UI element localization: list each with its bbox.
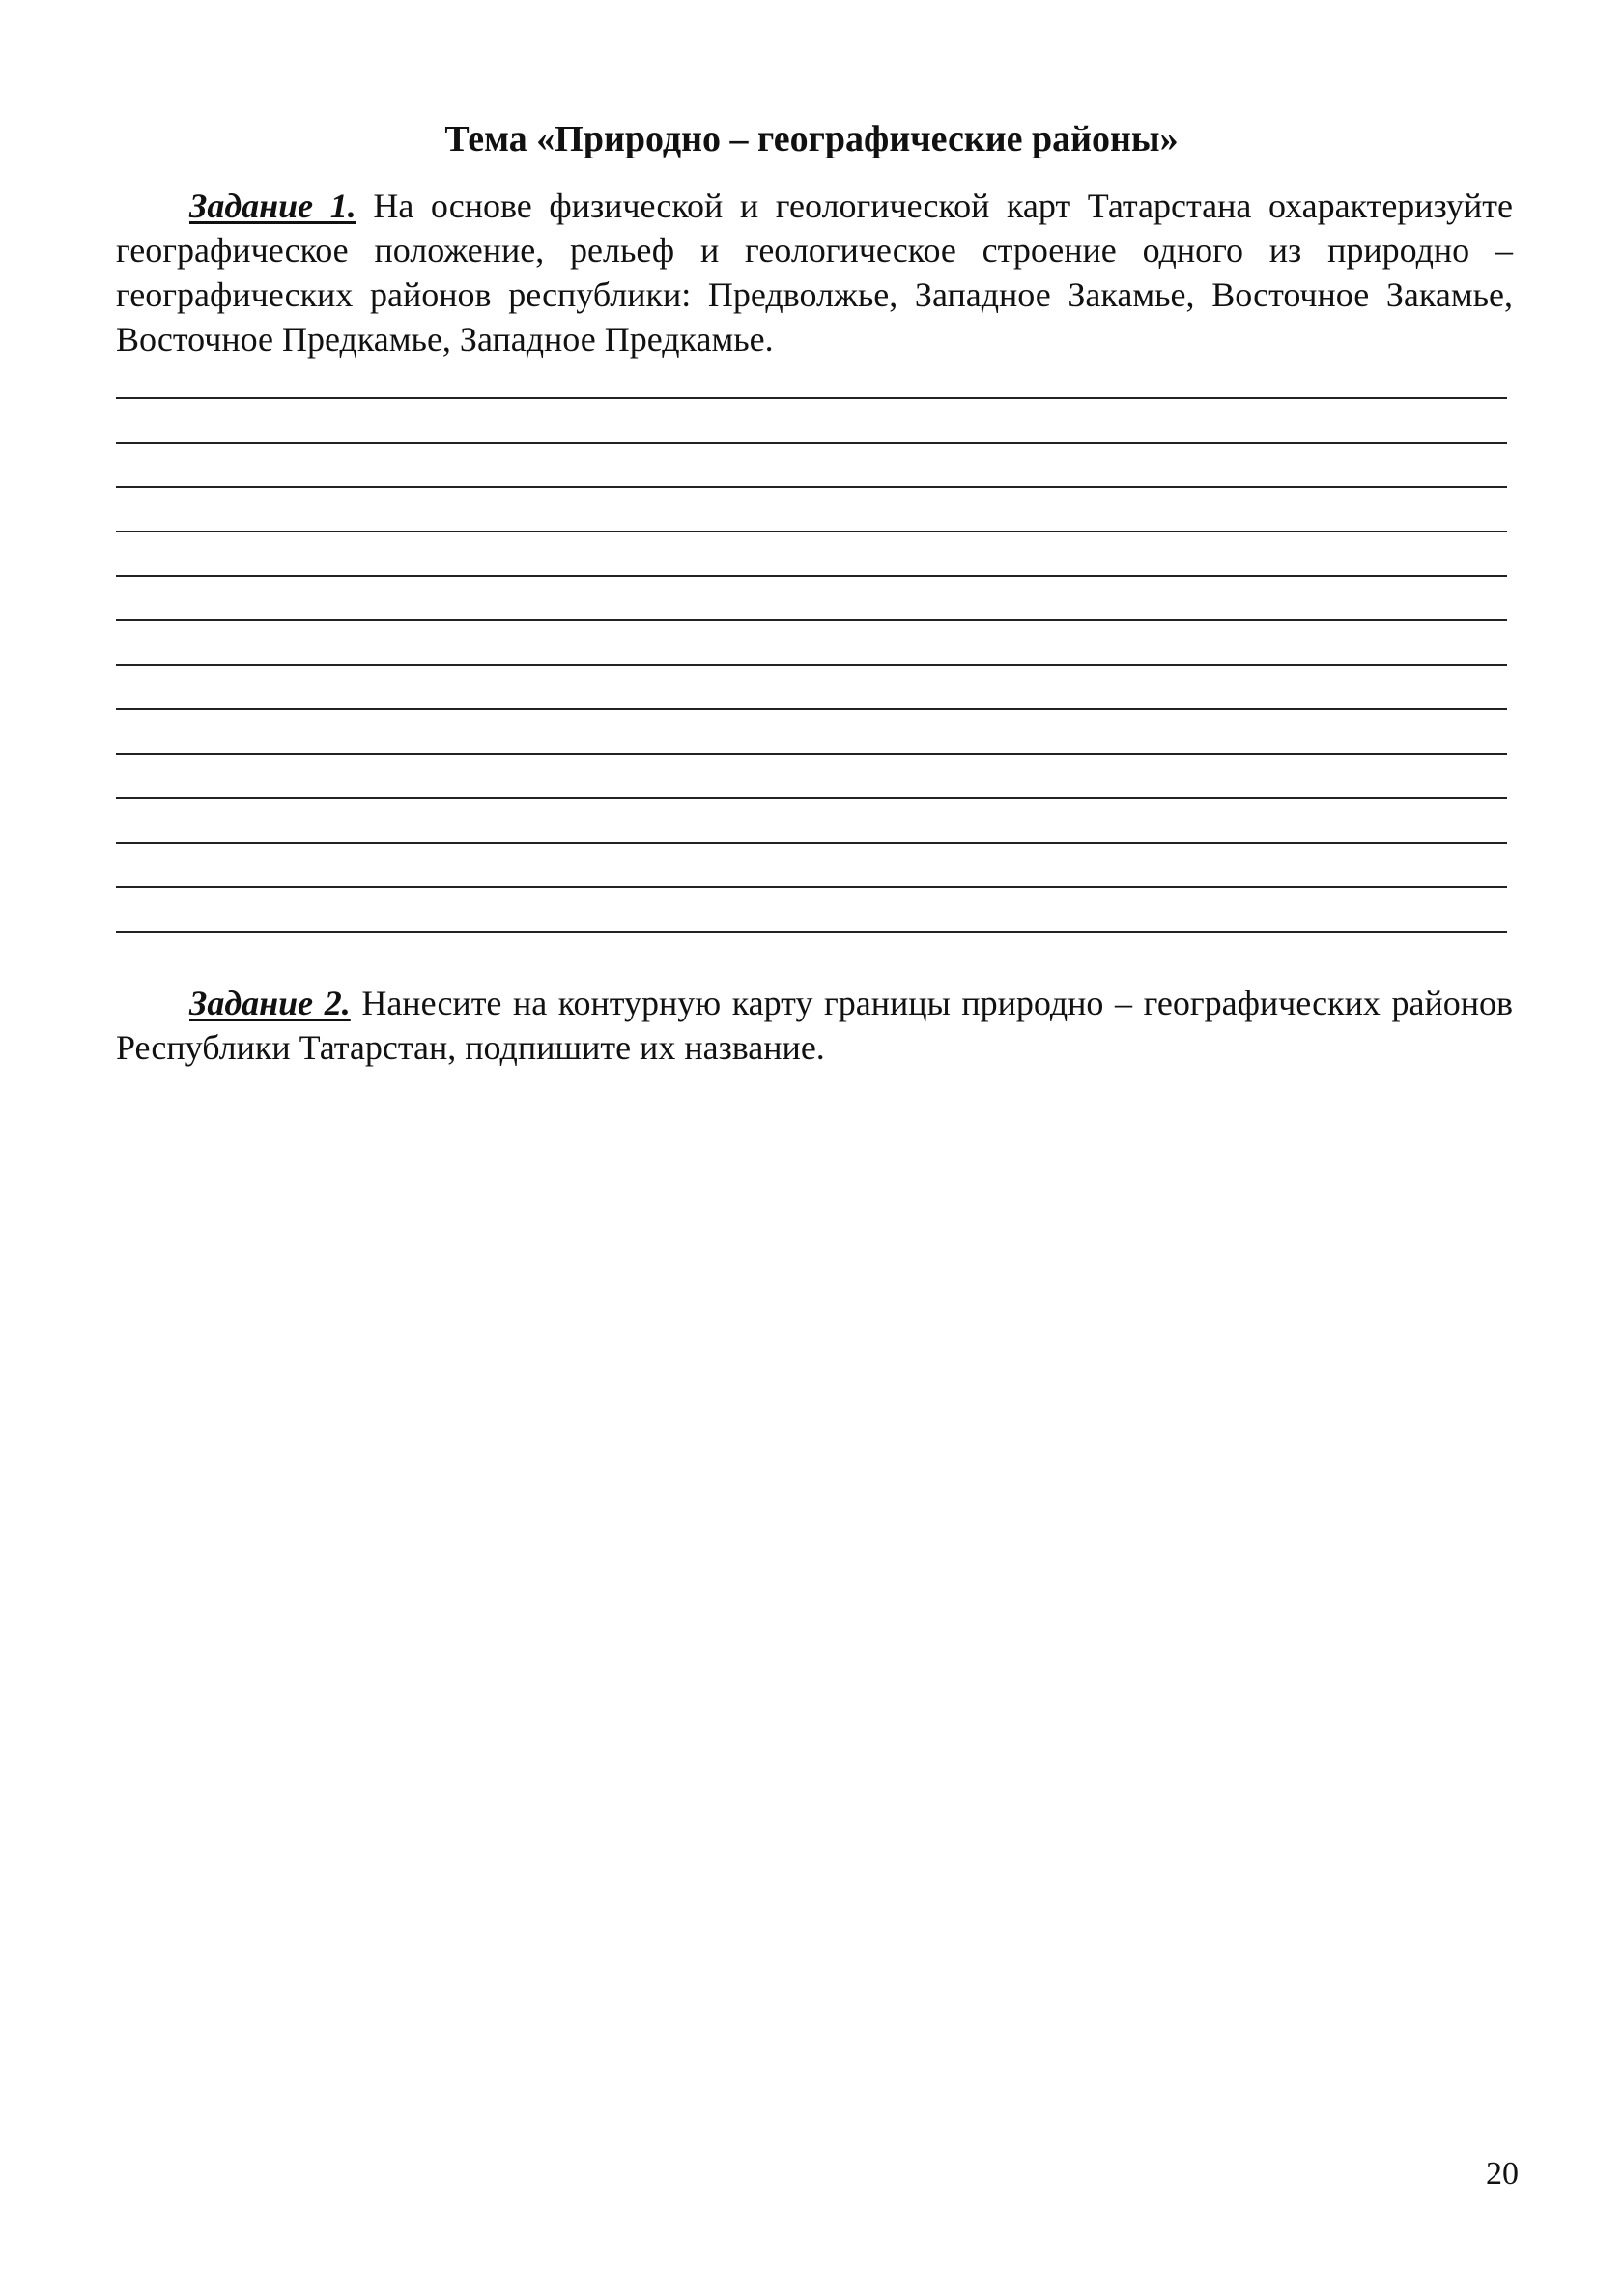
answer-line — [116, 844, 1507, 888]
task-1-label: Задание 1. — [189, 187, 356, 225]
page-number: 20 — [1486, 2156, 1519, 2192]
answer-line — [116, 444, 1507, 488]
answer-line — [116, 355, 1507, 399]
page-title: Тема «Природно – географические районы» — [444, 119, 1179, 159]
task-1-paragraph — [116, 184, 1513, 361]
answer-lines — [116, 355, 1507, 933]
task-2-label: Задание 2. — [189, 984, 351, 1022]
answer-line — [116, 577, 1507, 621]
answer-line — [116, 621, 1507, 666]
answer-line — [116, 755, 1507, 799]
answer-line — [116, 399, 1507, 444]
answer-line — [116, 799, 1507, 844]
task-2-paragraph — [116, 981, 1513, 1070]
answer-line — [116, 710, 1507, 755]
answer-line — [116, 488, 1507, 532]
answer-line — [116, 532, 1507, 577]
task-2-text: Нанесите на контурную карту границы природно – географических районов Республики Татарстан, подпишите их название. — [116, 984, 1513, 1067]
answer-line — [116, 888, 1507, 933]
task-1-text: На основе физической и геологической карт Татарстана охарактеризуйте географическое положение, рельеф и геологическое строение одного из природно – географических районов республики: Предволжье, Западное Закамье, Восточное Закамье, Восточное Предкамье, Западное Предкамье. — [116, 187, 1514, 359]
answer-line — [116, 666, 1507, 710]
